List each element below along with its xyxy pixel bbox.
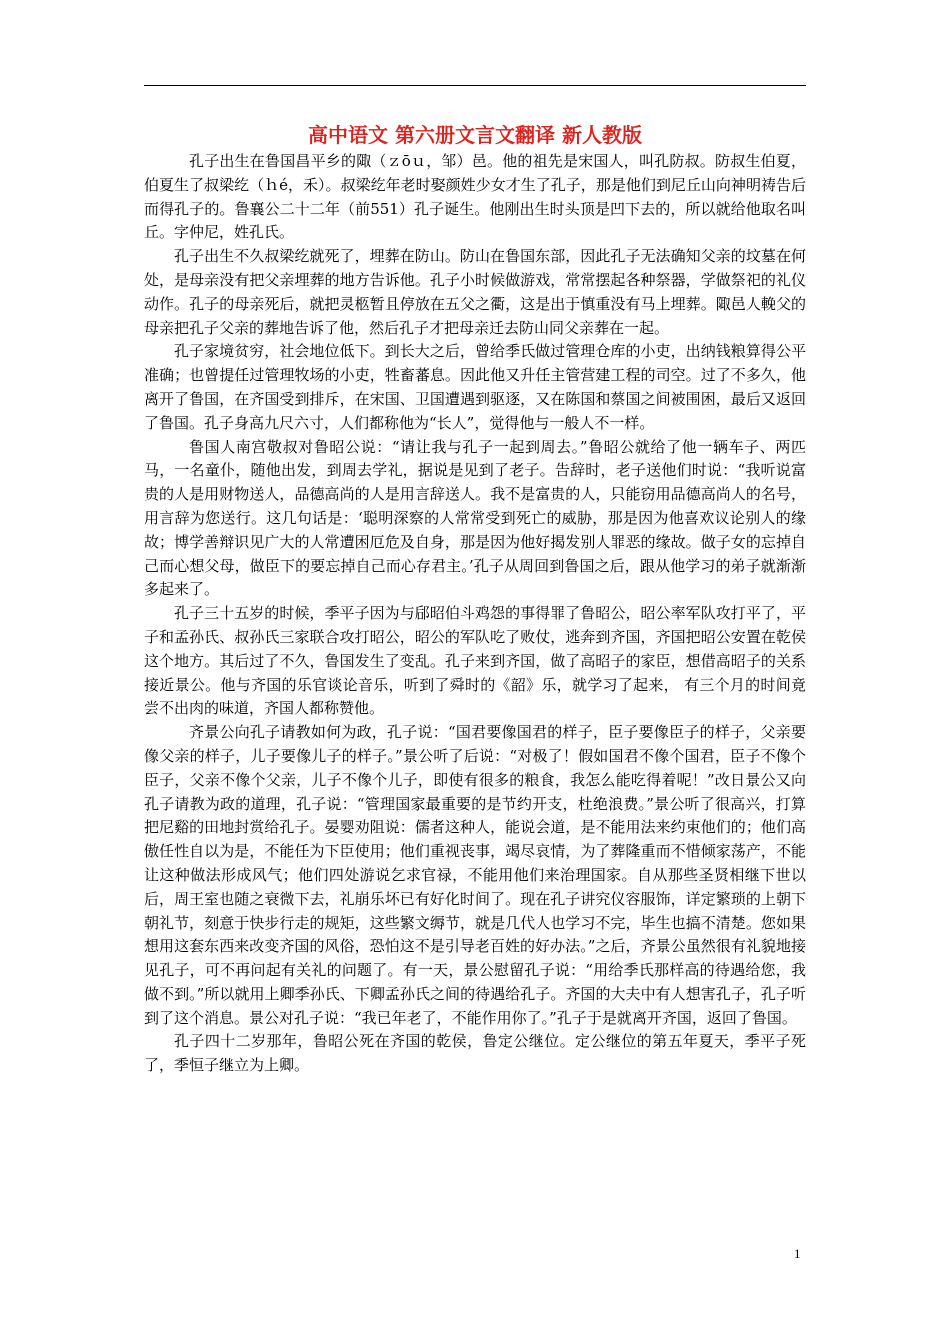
paragraph-3: 孔子家境贫穷，社会地位低下。到长大之后，曾给季氏做过管理仓库的小吏，出纳钱粮算得公平准确；也曾提任过管理牧场的小吏，牲畜蕃息。因此他又升任主管营建工程的司空。过了不多久，他离开了鲁国，在齐国受到排斥，在宋国、卫国遭遇到驱逐，又在陈国和蔡国之间被围困，最后又返回了鲁国。孔子身高九尺六寸，人们都称他为“长人”，觉得他与一般人不一样。 xyxy=(144,342,806,432)
paragraph-6: 齐景公向孔子请教如何为政，孔子说：“国君要像国君的样子，臣子要像臣子的样子，父亲要像父亲的样子，儿子要像儿子的样子。”景公听了后说：“对极了！假如国君不像个国君，臣子不像个臣子，父亲不像个父亲，儿子不像个儿子，即使有很多的粮食，我怎么能吃得着呢！”改日景公又向孔子请教为政的道理，孔子说：“管理国家最重要的是节约开支，杜绝浪费。”景公听了很高兴，打算把尼谿的田地封赏给孔子。晏婴劝阻说：儒者这种人，能说会道，是不能用法来约束他们的；他们高傲任性自以为是，不能任为下臣使用；他们重视丧事，竭尽哀情，为了葬隆重而不惜倾家荡产，不能让这种做法形成风气；他们四处游说乞求官禄，不能用他们来治理国家。自从那些圣贤相继下世以后，周王室也随之衰微下去，礼崩乐坏已有好化时间了。现在孔子讲究仪容服饰，详定繁琐的上朝下朝礼节，刻意于快步行走的规矩，这些繁文缛节，就是几代人也学习不完，毕生也搞不清楚。您如果想用这套东西来改变齐国的风俗，恐怕这不是引导老百姓的好办法。”之后，齐景公虽然很有礼貌地接见孔子，可不再问起有关礼的问题了。有一天，景公慰留孔子说：“用给季氏那样高的待遇给您，我做不到。”所以就用上卿季孙氏、下卿孟孙氏之间的待遇给孔子。齐国的大夫中有人想害孔子，孔子听到了这个消息。景公对孔子说：“我已年老了，不能作用你了。”孔子于是就离开齐国，返回了鲁国。 xyxy=(144,723,806,1027)
page-number: 1 xyxy=(794,1246,801,1261)
document-title: 高中语文 第六册文言文翻译 新人教版 xyxy=(308,123,642,147)
paragraph-2: 孔子出生不久叔梁纥就死了，埋葬在防山。防山在鲁国东部，因此孔子无法确知父亲的坟墓在何处，是母亲没有把父亲埋葬的地方告诉他。孔子小时候做游戏，常常摆起各种祭器，学做祭祀的礼仪动作。孔子的母亲死后，就把灵柩暂且停放在五父之衢，这是出于慎重没有马上埋葬。陬邑人輓父的母亲把孔子父亲的葬地告诉了他，然后孔子才把母亲迁去防山同父亲葬在一起。 xyxy=(144,247,806,337)
paragraph-5: 孔子三十五岁的时候，季平子因为与郈昭伯斗鸡怨的事得罪了鲁昭公，昭公率军队攻打平了，平子和孟孙氏、叔孙氏三家联合攻打昭公，昭公的军队吃了败仗，逃奔到齐国，齐国把昭公安置在乾侯这个地方。其后过了不久，鲁国发生了变乱。孔子来到齐国，做了高昭子的家臣，想借高昭子的关系接近景公。他与齐国的乐官谈论音乐，听到了舜时的《韶》乐，就学习了起来， 有三个月的时间竟尝不出肉的味道，齐国人都称赞他。 xyxy=(144,604,806,718)
paragraph-1: 孔子出生在鲁国昌平乡的陬（ｚōｕ，邹）邑。他的祖先是宋国人，叫孔防叔。防叔生伯夏，伯夏生了叔梁纥（ｈé，禾）。叔梁纥年老时娶颜姓少女才生了孔子，那是他们到尼丘山向神明祷告后而得孔子的。鲁襄公二十二年（前551）孔子诞生。他刚出生时头顶是凹下去的，所以就给他取名叫丘。字仲尼，姓孔氏。 xyxy=(144,152,806,242)
paragraph-4: 鲁国人南宫敬叔对鲁昭公说：“请让我与孔子一起到周去。”鲁昭公就给了他一辆车子、两匹马，一名童仆，随他出发，到周去学礼，据说是见到了老子。告辞时，老子送他们时说：“我听说富贵的人是用财物送人，品德高尚的人是用言辞送人。我不是富贵的人，只能窃用品德高尚人的名号，用言辞为您送行。这几句话是：‘聪明深察的人常常受到死亡的威胁，那是因为他喜欢议论别人的缘故；博学善辩识见广大的人常遭困厄危及自身，那是因为他好揭发别人罪恶的缘故。做子女的忘掉自己而心想父母，做臣下的要忘掉自己而心存君主。’孔子从周回到鲁国之后，跟从他学习的弟子就渐渐多起来了。 xyxy=(144,437,806,599)
paragraph-7: 孔子四十二岁那年，鲁昭公死在齐国的乾侯，鲁定公继位。定公继位的第五年夏天，季平子死了，季恒子继立为上卿。 xyxy=(144,1032,806,1075)
header-rule xyxy=(144,85,806,86)
document-body xyxy=(144,150,806,1078)
